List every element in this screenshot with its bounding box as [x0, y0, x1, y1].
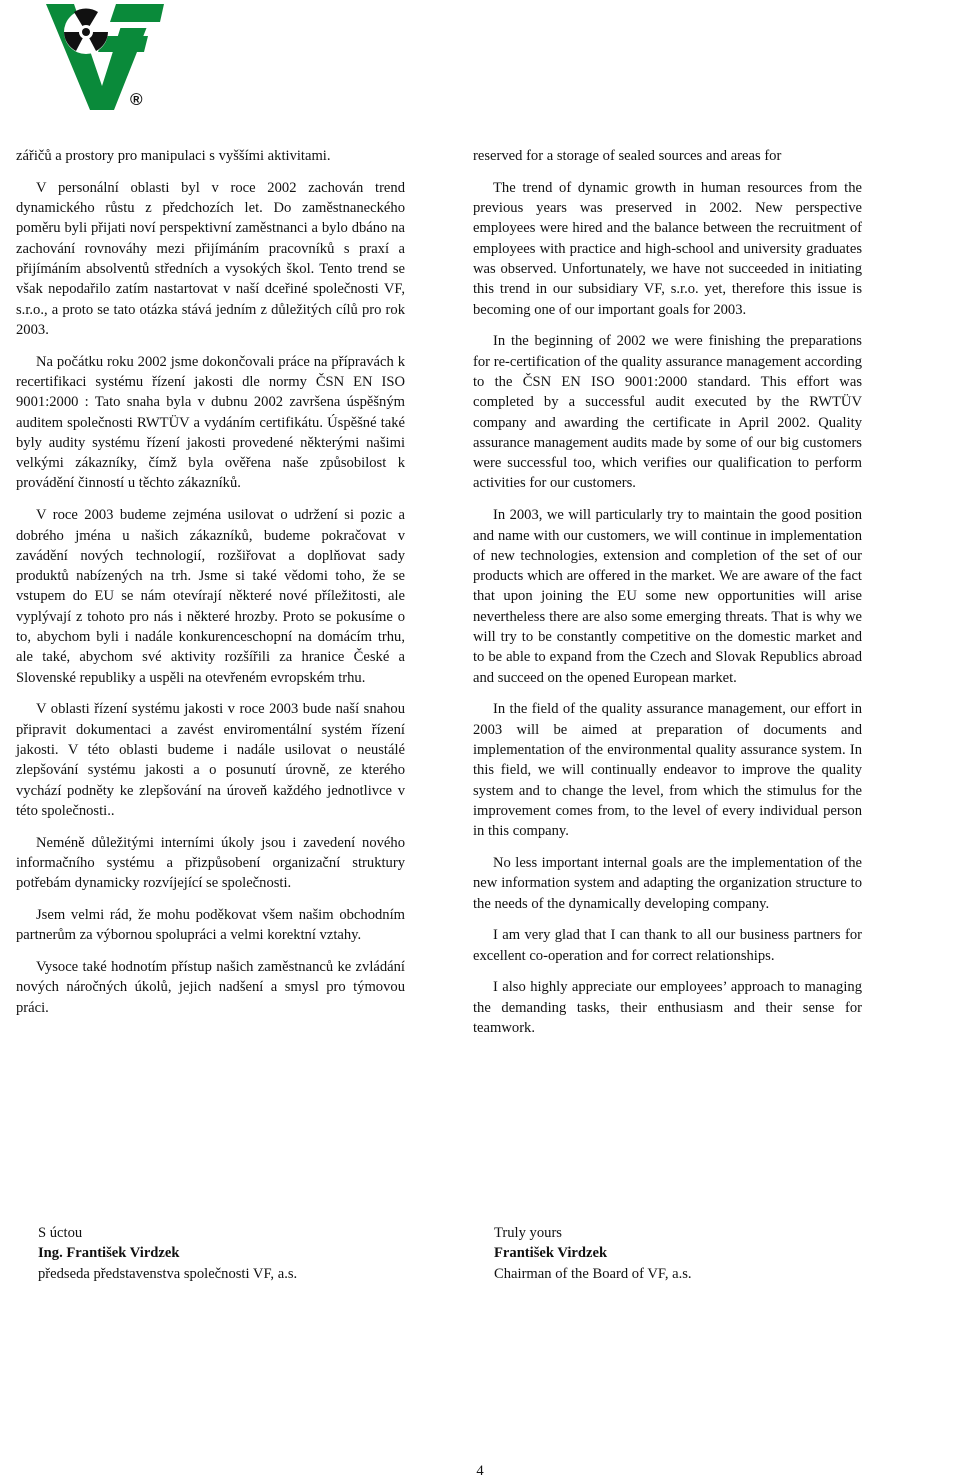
signature-greeting: Truly yours: [494, 1225, 562, 1241]
registered-mark: ®: [130, 90, 143, 109]
page-number: 4: [476, 1463, 484, 1479]
vf-logo-icon: [44, 0, 164, 112]
paragraph: zářičů a prostory pro manipulaci s vyššími aktivitami.: [16, 148, 331, 164]
signature-name: Ing. František Virdzek: [38, 1245, 180, 1262]
paragraph: Jsem velmi rád, že mohu poděkovat všem našim obchodním partnerům za výbornou spolupráci a velmi korektní vztahy.: [16, 907, 405, 944]
signature-title: předseda představenstva společnosti VF, a.s.: [38, 1265, 298, 1282]
company-logo: [44, 0, 164, 112]
paragraph: No less important internal goals are the implementation of the new information system and adapting the organization structure to the needs of the dynamically developing company.: [473, 855, 862, 912]
paragraph: In 2003, we will particularly try to maintain the good position and name with our customers, we will continue in implementation of new technologies, extension and completion of the set of our products which are offered in the market. We are aware of the fact that upon joining the EU some new opportunities will arise nevertheless there are also some emerging threats. That is why we will try to be constantly competitive on the domestic market and to be able to expand from the Czech and Slovak Republics abroad and succeed on the opened European market.: [473, 507, 862, 686]
paragraph: In the beginning of 2002 we were finishing the preparations for re-certification of the quality assurance management according to the ČSN EN ISO 9001:2000 standard. This effort was completed by a successful audit executed by the RWTÜV company and awarding the certificate in April 2002. Quality assurance management audits made by some of our big customers were successful too, which verifies our qualification to perform activities for our customers.: [473, 333, 862, 492]
paragraph: I am very glad that I can thank to all our business partners for excellent co-operation and for correct relationships.: [473, 927, 862, 964]
paragraph: Vysoce také hodnotím přístup našich zaměstnanců ke zvládání nových náročných úkolů, jejich nadšení a smysl pro týmovou práci.: [16, 959, 405, 1016]
signature-english: [494, 1223, 692, 1284]
paragraph: V personální oblasti byl v roce 2002 zachován trend dynamického růstu z předchozích let. Do zaměstnaneckého poměru byli přijati noví perspektivní zaměstnanci a bylo dbáno na zachování rovnováhy mezi přijímáním pracovníků s praxí a přijímáním absolventů středních a vysokých škol. Tento trend se však nepodařilo zatím nastartovat v naší dceřiné společnosti VF, s.r.o., a proto se tato otázka stává jedním z důležitých cílů pro rok 2003.: [16, 179, 405, 338]
paragraph: Neméně důležitými interními úkoly jsou i zavedení nového informačního systému a přizpůsobení organizační struktury potřebám dynamicky rozvíjející se společnosti.: [16, 834, 405, 892]
paragraph: reserved for a storage of sealed sources and areas for: [473, 148, 782, 164]
czech-column: [16, 146, 405, 1030]
english-column: [473, 146, 862, 1050]
paragraph: V roce 2003 budeme zejména usilovat o udržení si pozic a dobrého jména u našich zákazníků, budeme pokračovat v zavádění nových technologií, rozšiřovat a doplňovat sady produktů nabízených na trh. Jsme si také vědomi toho, že se vstupem do EU se nám otevírají některé nové příležitosti, ale vyplývají z tohoto pro nás i některé hrozby. Proto se pokusíme o to, abychom byli i nadále konkurenceschopní na domácím trhu, ale také, abychom své aktivity rozšířili za hranice České a Slovenské republiky a uspěli na otevřeném evropském trhu.: [16, 507, 405, 686]
paragraph: In the field of the quality assurance management, our effort in 2003 will be aimed at preparation of documents and implementation of the environmental quality assurance system. In this field, we will continually endeavor to improve the quality system and to change the level, from which the stimulus for the improvement comes from, to the level of every individual person in this company.: [473, 701, 862, 840]
signature-title: Chairman of the Board of VF, a.s.: [494, 1265, 692, 1282]
paragraph: V oblasti řízení systému jakosti v roce 2003 bude naší snahou připravit dokumentaci a zavést enviromentální systém řízení jakosti. V této oblasti budeme i nadále usilovat o neustálé zlepšování systému jakosti a o posunutí úrovně, ze kterého vychází podněty ke zlepšování na úroveň každého jednotlivce v této společnosti..: [16, 701, 405, 819]
paragraph: I also highly appreciate our employees’ approach to managing the demanding tasks, their enthusiasm and their sense for teamwork.: [473, 979, 862, 1037]
signature-name: František Virdzek: [494, 1245, 608, 1262]
signature-czech: [38, 1223, 297, 1284]
signature-greeting: S úctou: [38, 1225, 83, 1241]
paragraph: The trend of dynamic growth in human resources from the previous years was preserved in 2002. New perspective employees were hired and the balance between the recruitment of employees with practice and high-school and university graduates was observed. Unfortunately, we have not succeeded in initiating this trend in our subsidiary VF, s.r.o. yet, therefore this issue is becoming one of our important goals for 2003.: [473, 179, 862, 318]
paragraph: Na počátku roku 2002 jsme dokončovali práce na přípravách k recertifikaci systému řízení jakosti dle normy ČSN EN ISO 9001:2000 : Tato snaha byla v dubnu 2002 završena úspěšným auditem společnosti RWTÜV a vydáním certifikátu. Úspěšné také byly audity systému řízení jakosti provedené některými našimi velkými zákazníky, čímž byla ověřena naše způsobilost k provádění činností u těchto zákazníků.: [16, 353, 405, 492]
